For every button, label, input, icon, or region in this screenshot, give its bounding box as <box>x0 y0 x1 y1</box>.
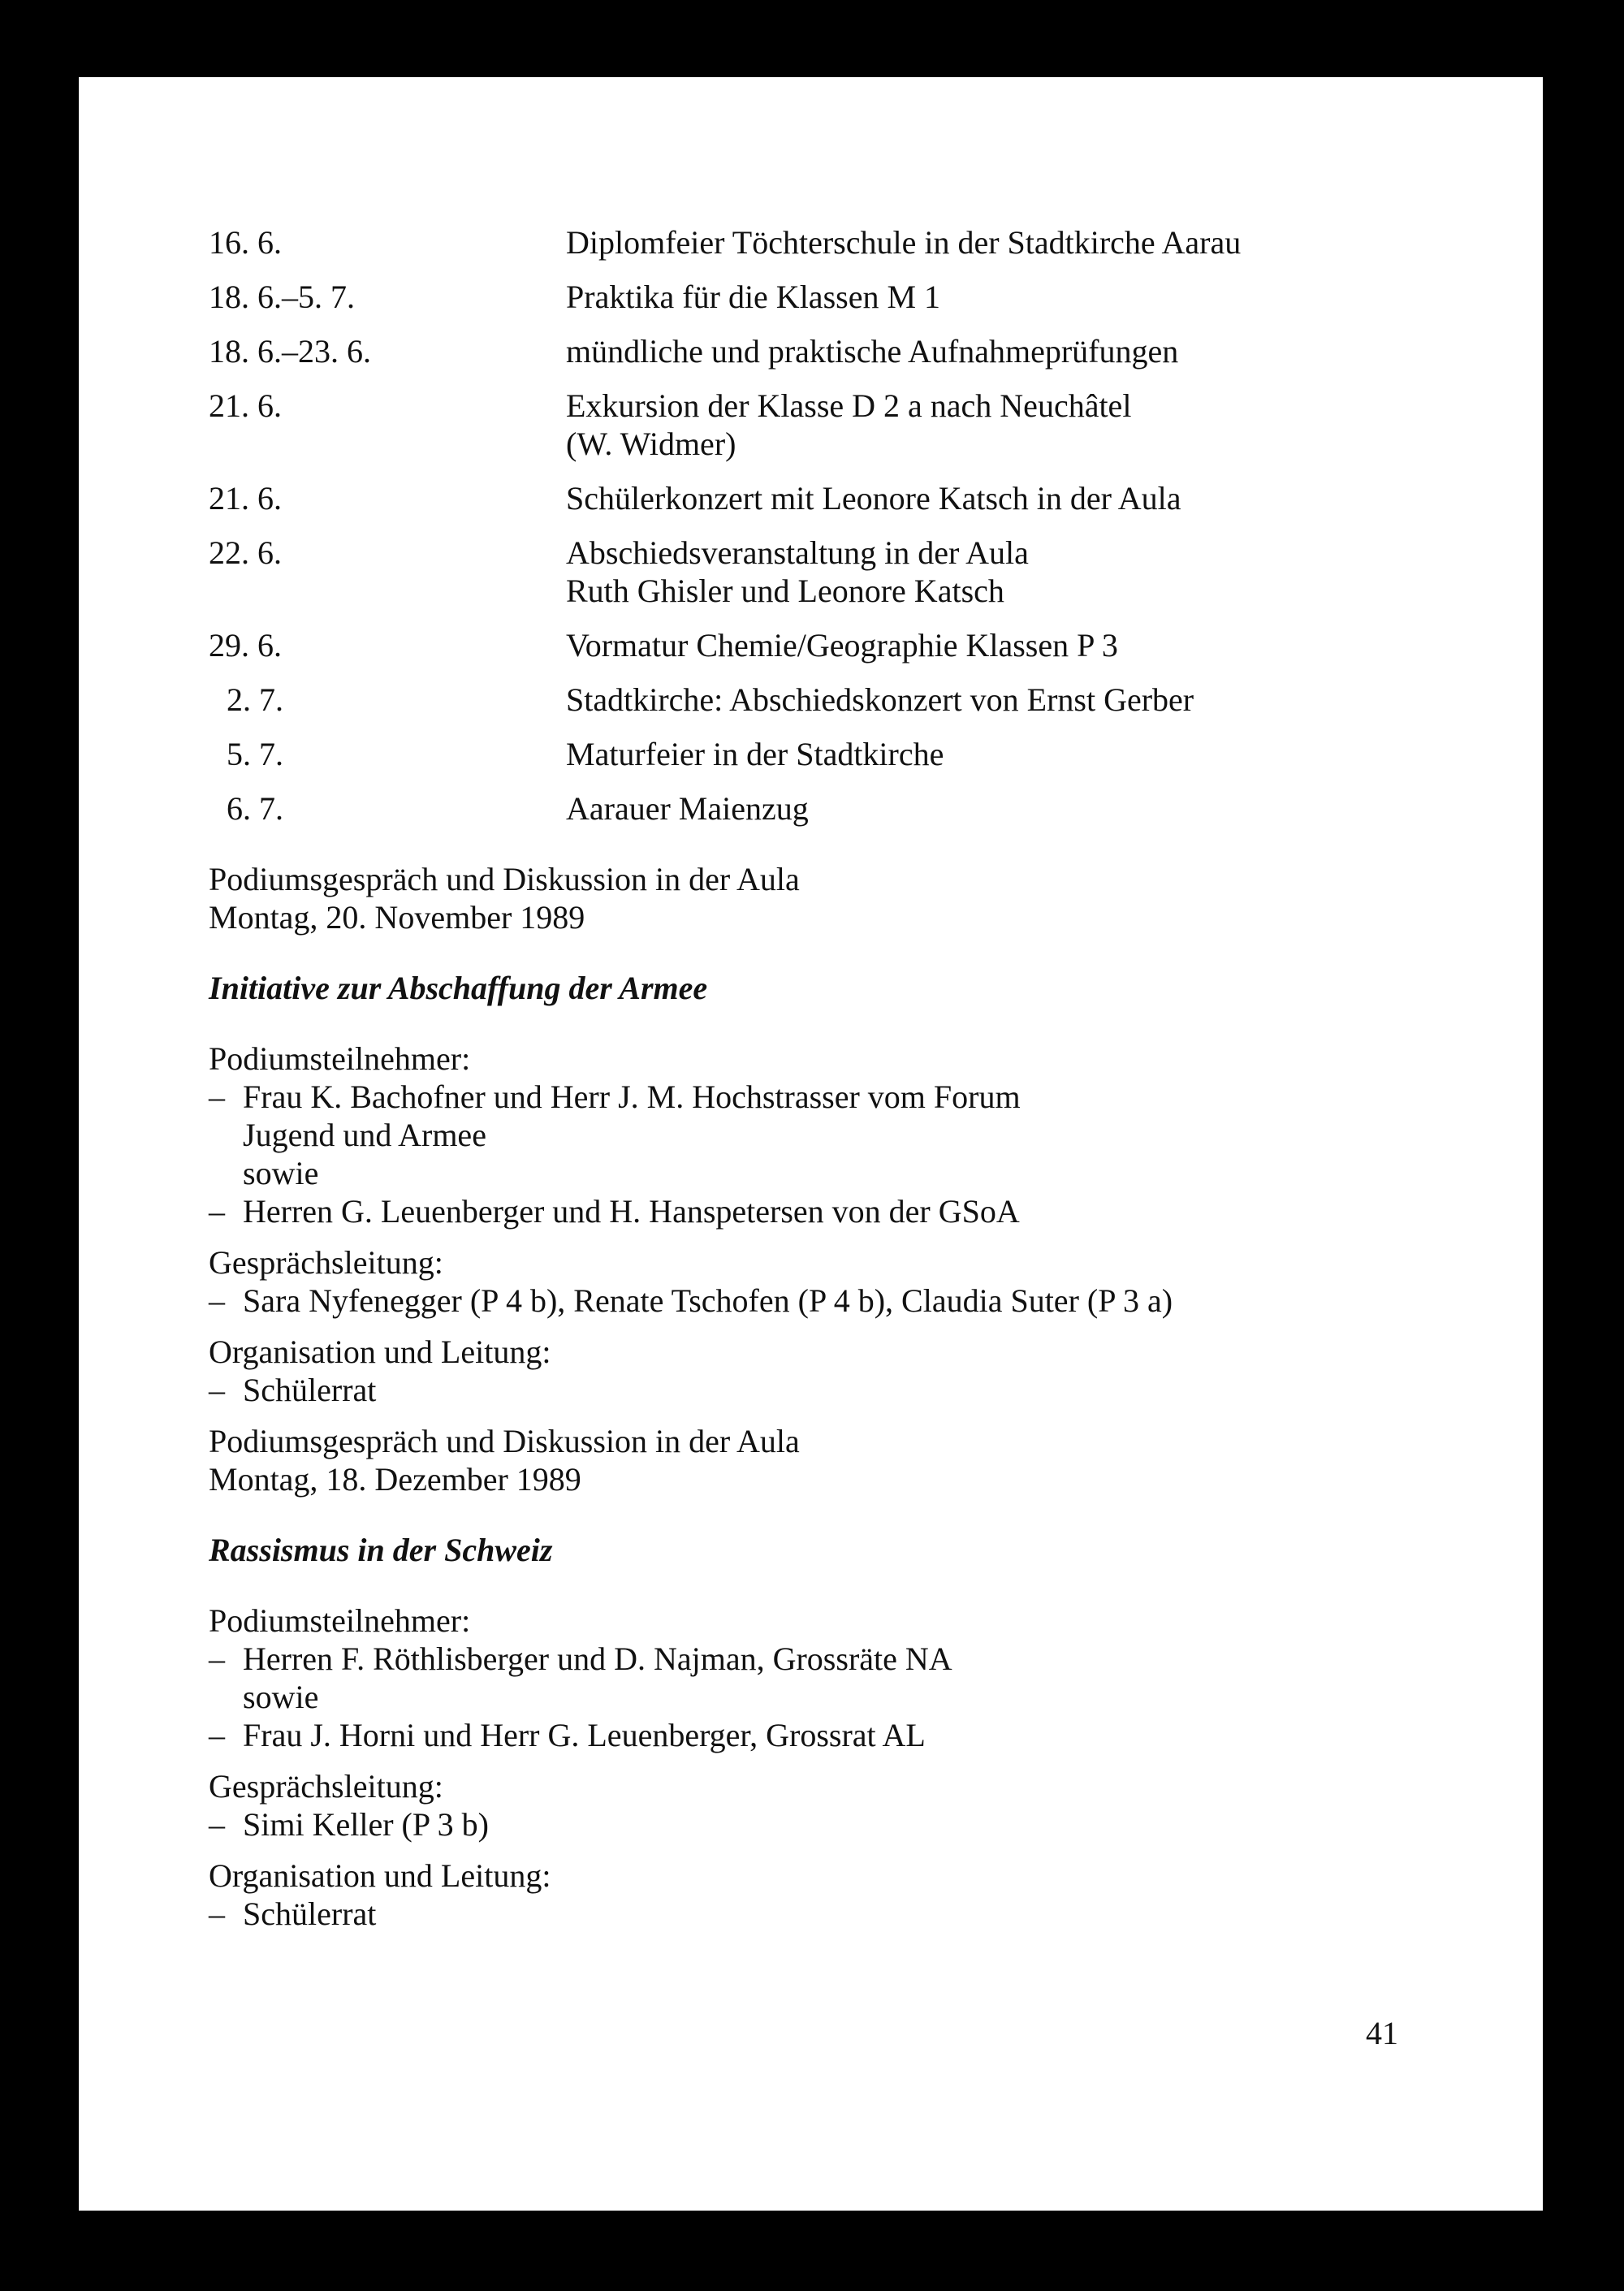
list-item-text: Sara Nyfenegger (P 4 b), Renate Tschofen (P 4 b), Claudia Suter (P 3 a) <box>243 1282 1173 1319</box>
page-content <box>209 223 1427 1946</box>
schedule-line: Stadtkirche: Abschiedskonzert von Ernst Gerber <box>566 681 1194 718</box>
schedule-description <box>566 626 1427 664</box>
list-item <box>209 1895 1427 1933</box>
schedule-date: 6. 7. <box>227 790 283 827</box>
event-intro: Podiumsgespräch und Diskussion in der Aula <box>209 861 800 897</box>
schedule-line: mündliche und praktische Aufnahmeprüfungen <box>566 333 1179 370</box>
schedule-row <box>209 332 1427 370</box>
schedule-line: Ruth Ghisler und Leonore Katsch <box>566 573 1004 609</box>
moderation-group <box>209 1767 1427 1844</box>
schedule-line: Diplomfeier Töchterschule in der Stadtkirche Aarau <box>566 224 1242 261</box>
schedule-date: 16. 6. <box>209 224 282 261</box>
moderation-label: Gesprächsleitung: <box>209 1244 443 1281</box>
schedule-line: Exkursion der Klasse D 2 a nach Neuchâtel <box>566 387 1132 424</box>
dash: – <box>209 1640 225 1677</box>
schedule-description <box>566 332 1427 370</box>
dash: – <box>209 1895 225 1932</box>
participants-label: Podiumsteilnehmer: <box>209 1602 471 1639</box>
event-section-1 <box>209 860 1427 1409</box>
schedule-date: 22. 6. <box>209 534 282 571</box>
schedule-line: Schülerkonzert mit Leonore Katsch in der Aula <box>566 480 1181 517</box>
schedule-description <box>566 278 1427 316</box>
schedule-row <box>209 387 1427 463</box>
list-item-text: Schülerrat <box>243 1895 377 1932</box>
list-item <box>209 1805 1427 1844</box>
schedule-list <box>209 223 1427 828</box>
list-item-text: Simi Keller (P 3 b) <box>243 1806 489 1843</box>
dash: – <box>209 1372 225 1408</box>
dash: – <box>209 1282 225 1319</box>
schedule-line: Aarauer Maienzug <box>566 790 809 827</box>
sowie-text: sowie <box>243 1679 319 1715</box>
organisation-group <box>209 1333 1427 1409</box>
event-date: Montag, 18. Dezember 1989 <box>209 1461 581 1498</box>
event-section-2 <box>209 1422 1427 1933</box>
schedule-line: Abschiedsveranstaltung in der Aula <box>566 534 1029 571</box>
schedule-description <box>566 534 1427 610</box>
participants-group <box>209 1602 1427 1754</box>
schedule-row <box>209 626 1427 664</box>
schedule-row <box>209 681 1427 719</box>
schedule-row <box>209 534 1427 610</box>
document-page <box>79 77 1543 2211</box>
schedule-date: 5. 7. <box>227 736 283 772</box>
list-item <box>209 1716 1427 1754</box>
schedule-row <box>209 278 1427 316</box>
list-item-text: Herren G. Leuenberger und H. Hanspetersen von der GSoA <box>243 1193 1020 1230</box>
list-item-continuation: Jugend und Armee <box>243 1117 486 1153</box>
list-item-text: Frau J. Horni und Herr G. Leuenberger, Grossrat AL <box>243 1717 926 1753</box>
event-intro: Podiumsgespräch und Diskussion in der Aula <box>209 1423 800 1459</box>
dash: – <box>209 1078 225 1115</box>
moderation-group <box>209 1243 1427 1320</box>
event-date: Montag, 20. November 1989 <box>209 899 585 936</box>
list-item <box>209 1078 1427 1116</box>
list-item <box>209 1192 1427 1230</box>
event-title: Rassismus in der Schweiz <box>209 1532 553 1568</box>
participants-group <box>209 1040 1427 1230</box>
schedule-line: Praktika für die Klassen M 1 <box>566 279 941 315</box>
schedule-row <box>209 735 1427 773</box>
sowie-text: sowie <box>243 1155 319 1191</box>
schedule-line: Maturfeier in der Stadtkirche <box>566 736 944 772</box>
schedule-row <box>209 223 1427 262</box>
list-item <box>209 1640 1427 1678</box>
schedule-description <box>566 681 1427 719</box>
page-number: 41 <box>1366 2015 1398 2051</box>
schedule-row <box>209 479 1427 517</box>
dash: – <box>209 1193 225 1230</box>
dash: – <box>209 1806 225 1843</box>
schedule-row <box>209 789 1427 828</box>
schedule-date: 18. 6.–23. 6. <box>209 333 371 370</box>
list-item-text: Frau K. Bachofner und Herr J. M. Hochstrasser vom Forum <box>243 1078 1021 1115</box>
dash: – <box>209 1717 225 1753</box>
schedule-date: 29. 6. <box>209 627 282 664</box>
organisation-group <box>209 1857 1427 1933</box>
list-item <box>209 1371 1427 1409</box>
schedule-date: 2. 7. <box>227 681 283 718</box>
schedule-date: 21. 6. <box>209 387 282 424</box>
schedule-date: 21. 6. <box>209 480 282 517</box>
organisation-label: Organisation und Leitung: <box>209 1334 551 1370</box>
schedule-date: 18. 6.–5. 7. <box>209 279 355 315</box>
participants-label: Podiumsteilnehmer: <box>209 1040 471 1077</box>
schedule-description <box>566 223 1427 262</box>
list-item-text: Herren F. Röthlisberger und D. Najman, Grossräte NA <box>243 1640 952 1677</box>
schedule-line: (W. Widmer) <box>566 426 736 462</box>
schedule-description <box>566 479 1427 517</box>
schedule-description <box>566 387 1427 463</box>
list-item-text: Schülerrat <box>243 1372 377 1408</box>
schedule-line: Vormatur Chemie/Geographie Klassen P 3 <box>566 627 1118 664</box>
list-item <box>209 1282 1427 1320</box>
schedule-description <box>566 789 1427 828</box>
schedule-description <box>566 735 1427 773</box>
event-title: Initiative zur Abschaffung der Armee <box>209 970 708 1006</box>
organisation-label: Organisation und Leitung: <box>209 1857 551 1894</box>
moderation-label: Gesprächsleitung: <box>209 1768 443 1805</box>
